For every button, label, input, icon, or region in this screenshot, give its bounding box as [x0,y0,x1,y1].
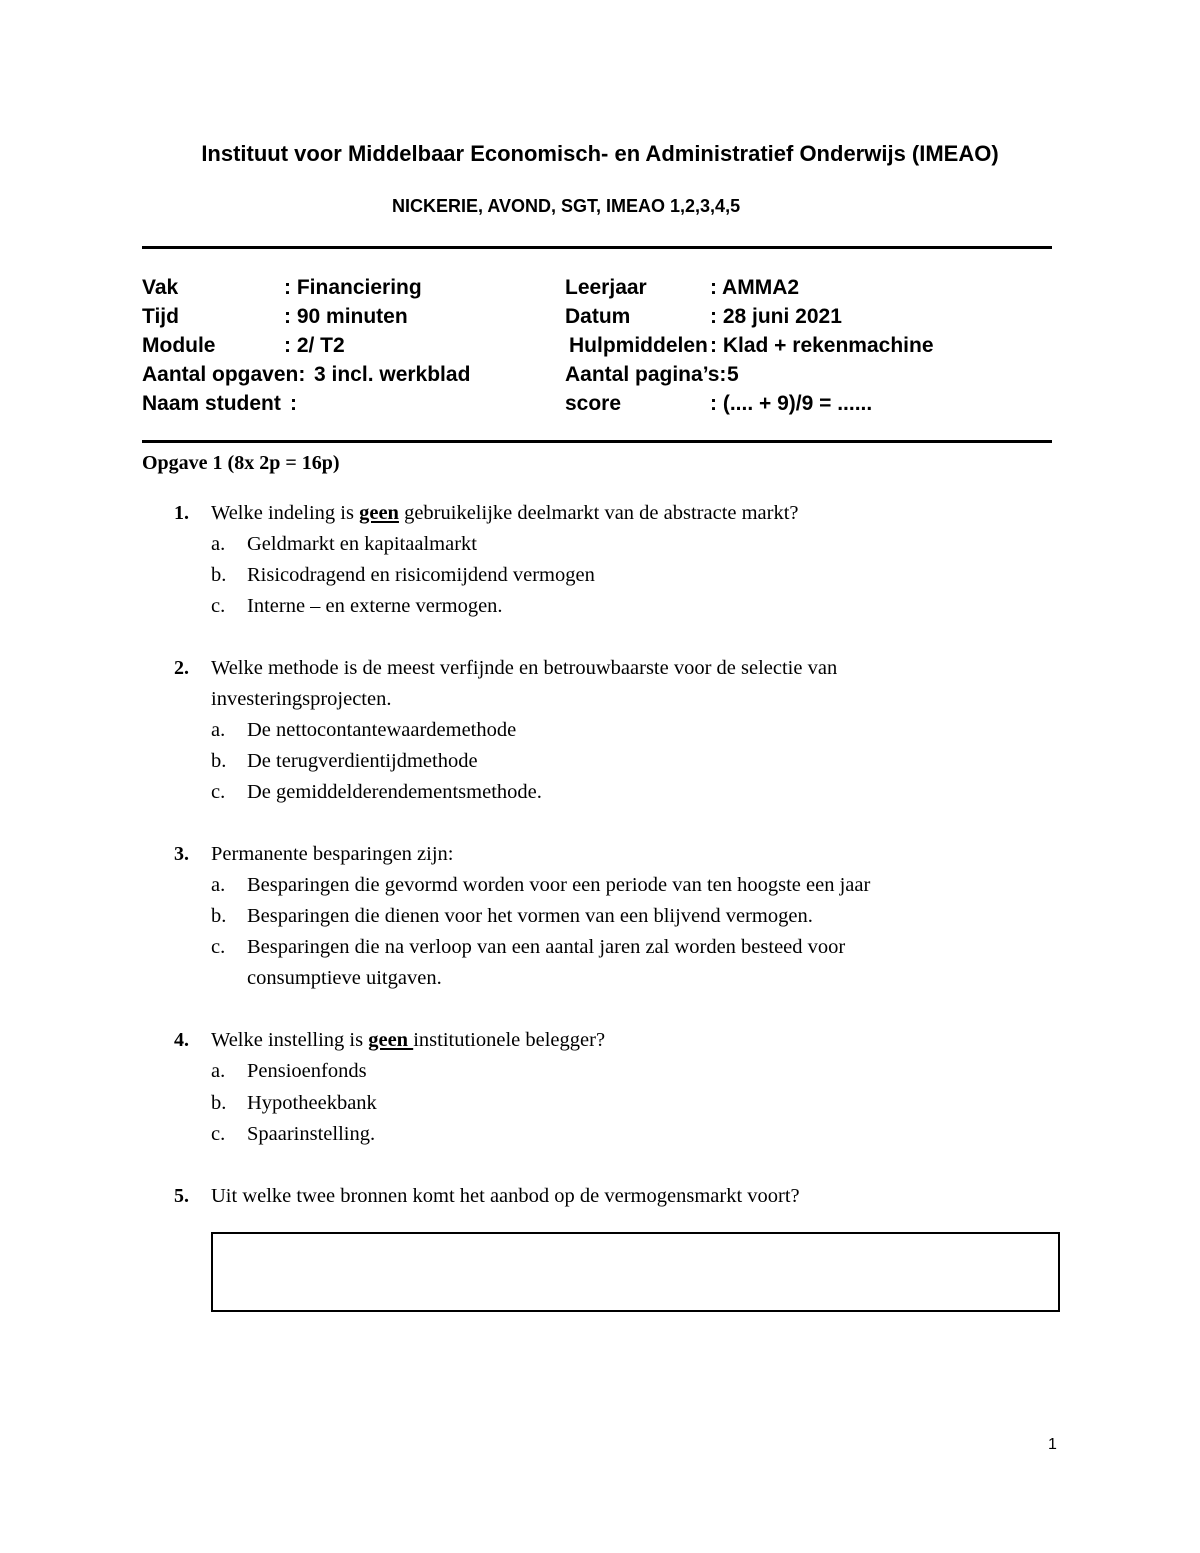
question-emphasis: geen [368,1029,414,1051]
datum-value: : 28 juni 2021 [710,305,842,328]
option-text: De nettocontantewaardemethode [247,719,517,741]
option-letter: b. [211,1092,227,1114]
option-letter: a. [211,719,226,741]
opgaven-value: 3 incl. werkblad [314,363,471,386]
option-text: De gemiddelderendementsmethode. [247,781,542,803]
document-subtitle: NICKERIE, AVOND, SGT, IMEAO 1,2,3,4,5 [392,196,741,216]
question-number: 1. [174,502,189,524]
question-text: Welke methode is de meest verfijnde en betrouwbaarste voor de selectie van [211,657,838,679]
opgaven-label: Aantal opgaven: [142,363,306,386]
datum-label: Datum [565,305,631,328]
page-number: 1 [1048,1436,1057,1453]
paginas-label: Aantal pagina’s: [565,363,727,386]
divider-top [142,246,1052,249]
tijd-value: : 90 minuten [284,305,408,328]
score-value: : (.... + 9)/9 = ...... [710,392,873,415]
naam-label: Naam student [142,392,281,415]
question-text-part: institutionele belegger? [413,1029,606,1051]
question-text-continued: investeringsprojecten. [211,688,392,710]
option-text-continued: consumptieve uitgaven. [247,967,442,989]
option-letter: a. [211,533,226,555]
naam-value: : [290,392,297,415]
score-label: score [565,392,622,415]
option-text: Geldmarkt en kapitaalmarkt [247,533,477,555]
question-text-part: Welke indeling is [211,502,360,524]
document-title: Instituut voor Middelbaar Economisch- en Administratief Onderwijs (IMEAO) [201,141,999,166]
question-text: Uit welke twee bronnen komt het aanbod op de vermogensmarkt voort? [211,1185,800,1207]
option-text: Pensioenfonds [247,1060,367,1082]
option-text: Hypotheekbank [247,1092,377,1114]
question-number: 4. [174,1029,189,1051]
question-text [211,502,799,525]
question-text-part: Welke instelling is [211,1029,369,1051]
question-text [211,1029,605,1052]
vak-value: : Financiering [284,276,422,299]
option-letter: b. [211,750,227,772]
option-letter: c. [211,1123,226,1145]
option-letter: a. [211,874,226,896]
divider-bottom [142,440,1052,443]
question-number: 2. [174,657,189,679]
option-letter: c. [211,781,226,803]
vak-label: Vak [142,276,179,299]
hulpmiddelen-label: Hulpmiddelen [569,334,708,357]
option-letter: c. [211,936,226,958]
question-text: Permanente besparingen zijn: [211,843,454,865]
option-letter: b. [211,564,227,586]
answer-box[interactable] [211,1232,1060,1312]
question-number: 3. [174,843,189,865]
module-value: : 2/ T2 [284,334,345,357]
option-text: Besparingen die dienen voor het vormen van een blijvend vermogen. [247,905,813,927]
option-text: De terugverdientijdmethode [247,750,478,772]
option-letter: b. [211,905,227,927]
tijd-label: Tijd [142,305,179,328]
hulpmiddelen-value: : Klad + rekenmachine [710,334,934,357]
option-text: Spaarinstelling. [247,1123,376,1145]
leerjaar-value: : AMMA2 [710,276,800,299]
leerjaar-label: Leerjaar [565,276,647,299]
question-emphasis: geen [359,502,399,524]
option-letter: c. [211,595,226,617]
option-letter: a. [211,1060,226,1082]
section-heading: Opgave 1 (8x 2p = 16p) [142,452,340,474]
question-number: 5. [174,1185,189,1207]
question-text-part: gebruikelijke deelmarkt van de abstracte markt? [398,502,799,524]
option-text: Risicodragend en risicomijdend vermogen [247,564,595,586]
module-label: Module [142,334,216,357]
option-text: Besparingen die gevormd worden voor een periode van ten hoogste een jaar [247,874,871,896]
paginas-value: 5 [727,363,739,386]
option-text: Besparingen die na verloop van een aantal jaren zal worden besteed voor [247,936,846,958]
option-text: Interne – en externe vermogen. [247,595,503,617]
